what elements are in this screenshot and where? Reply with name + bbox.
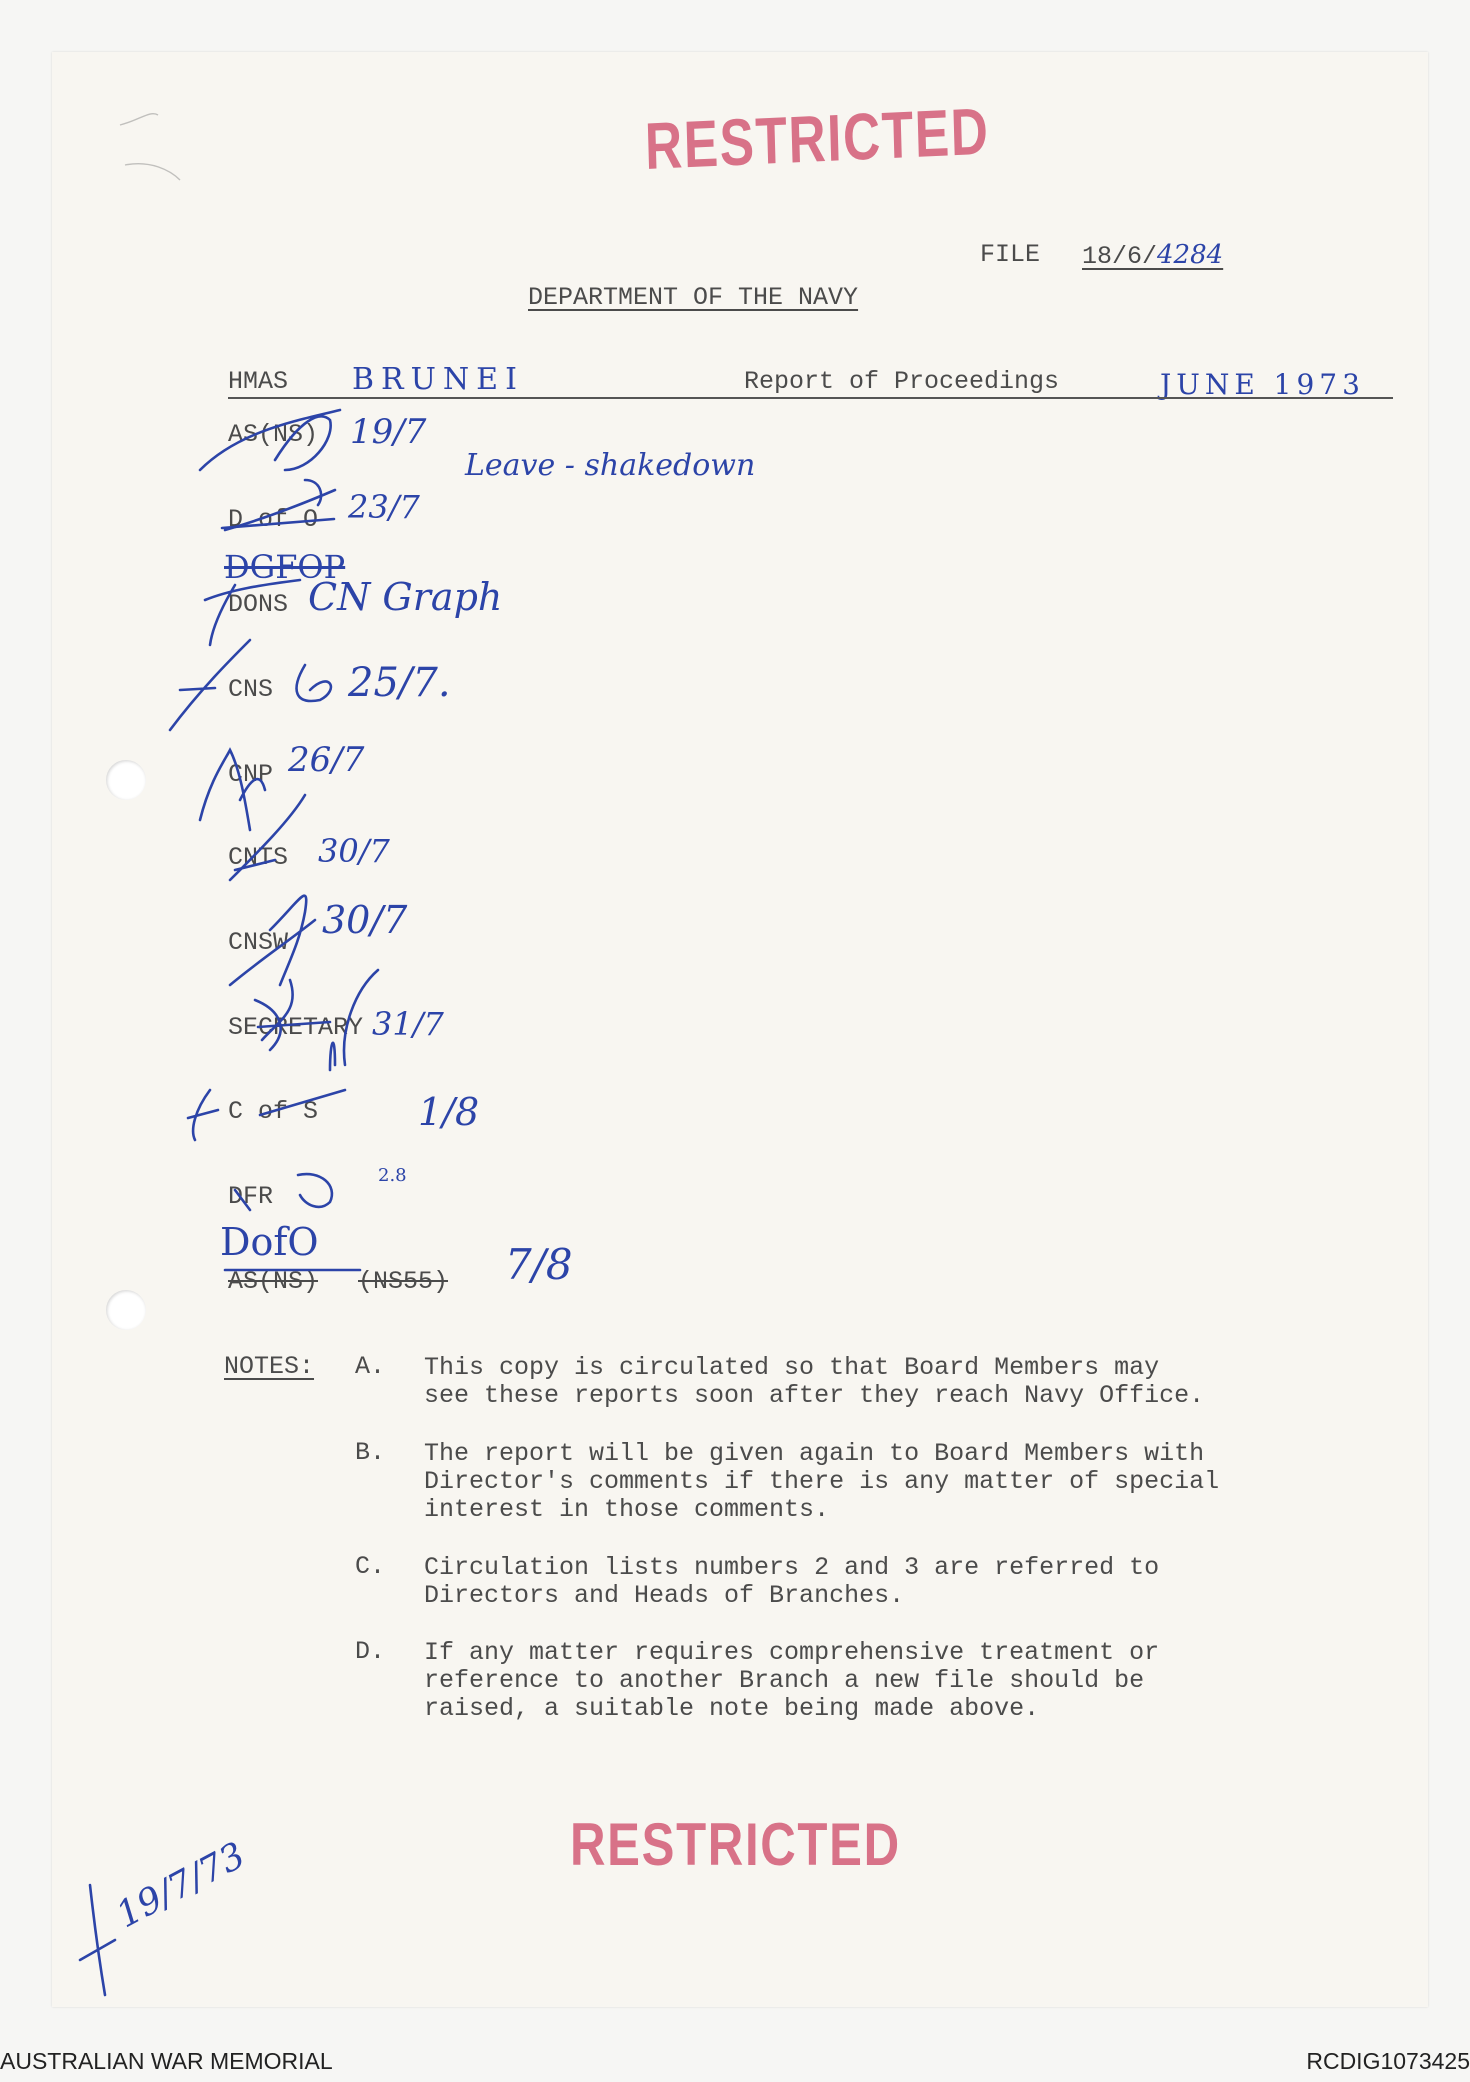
routing-code: CNP [228, 760, 274, 789]
note-letter: D. [355, 1637, 386, 1666]
note-text: Circulation lists numbers 2 and 3 are referred to Directors and Heads of Branches. [424, 1553, 1160, 1610]
note-text: This copy is circulated so that Board Members may see these reports soon after they reach Navy Office. [424, 1353, 1205, 1410]
routing-code: AS(NS) [228, 420, 319, 449]
routing-code: AS(NS) [228, 1267, 319, 1296]
footer-right: RCDIG1073425 [1306, 2048, 1470, 2074]
routing-annotation: 7/8 [505, 1240, 573, 1289]
routing-annotation: 26/7 [288, 740, 365, 780]
notes-label: NOTES: [224, 1352, 315, 1381]
routing-code: DFR [228, 1182, 274, 1211]
note-letter: C. [355, 1552, 386, 1581]
ship-name: BRUNEI [352, 362, 524, 397]
routing-code: C of S [228, 1097, 319, 1126]
routing-code: CNTS [228, 843, 289, 872]
hmas-label: HMAS [228, 367, 289, 396]
routing-annotation: 19/7 [350, 412, 427, 452]
routing-annotation: 25/7. [348, 660, 451, 706]
file-number-handwritten: 4284 [1157, 240, 1224, 270]
routing-code-handwritten: DGFOP [224, 548, 346, 586]
routing-code: DONS [228, 590, 289, 619]
file-label: FILE [980, 240, 1041, 269]
routing-code: CNSW [228, 928, 289, 957]
routing-annotation: 30/7 [318, 832, 390, 870]
header-rule [228, 397, 1393, 399]
routing-annotation: 1/8 [418, 1090, 480, 1134]
routing-annotation: 23/7 [348, 488, 420, 526]
margin-note: Leave - shakedown [465, 448, 756, 483]
note-letter: A. [355, 1352, 386, 1381]
routing-annotation: CN Graph [308, 575, 503, 619]
punch-hole [106, 1290, 146, 1330]
routing-code: D of O [228, 505, 319, 534]
routing-annotation: 30/7 [322, 898, 408, 942]
routing-code-handwritten: DofO [220, 1220, 319, 1264]
routing-code: CNS [228, 675, 274, 704]
routing-annotation: 2.8 [378, 1165, 407, 1186]
report-label: Report of Proceedings [744, 367, 1060, 396]
routing-code: (NS55) [358, 1267, 449, 1296]
footer-left: AUSTRALIAN WAR MEMORIAL [0, 2048, 333, 2074]
note-text: If any matter requires comprehensive treatment or reference to another Branch a new file should be raised, a suitable note being made above. [424, 1638, 1160, 1723]
punch-hole [106, 760, 146, 800]
note-letter: B. [355, 1438, 386, 1467]
bottom-annotation: 19/7/73 [110, 1834, 252, 1937]
file-number-typed: 18/6/ [1082, 242, 1158, 271]
file-number [1082, 240, 1223, 271]
report-period: JUNE 1973 [1160, 368, 1365, 401]
restricted-stamp-bottom: RESTRICTED [570, 1811, 901, 1878]
department-title: DEPARTMENT OF THE NAVY [528, 283, 859, 312]
routing-annotation: 31/7 [372, 1005, 444, 1043]
note-text: The report will be given again to Board Members with Director's comments if there is any matter of special interest in those comments. [424, 1439, 1220, 1524]
restricted-stamp-top: RESTRICTED [643, 93, 991, 183]
routing-code: SECRETARY [228, 1013, 364, 1042]
